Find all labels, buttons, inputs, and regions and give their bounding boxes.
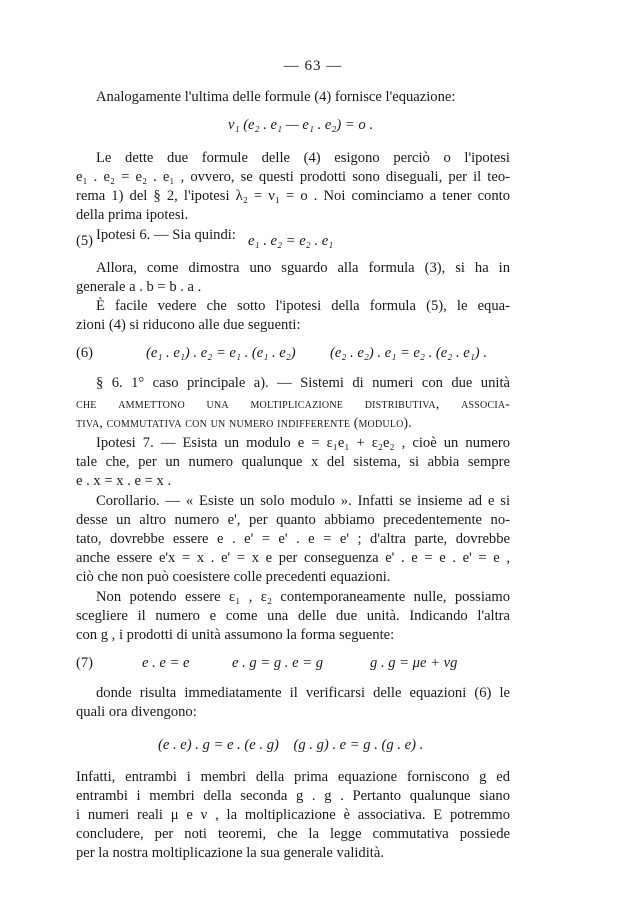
text-line: i numeri reali μ e ν , la moltiplicazione è associativa. E potremmo: [76, 807, 510, 823]
text-line: Non potendo essere ε₁ , ε₂ contemporaneamente nulle, possiamo: [96, 589, 510, 605]
text-line: generale a . b = b . a .: [76, 279, 202, 295]
text-line: desse un altro numero e', per quanto abbiamo precedentemente no-: [76, 512, 510, 528]
section-heading: § 6. 1° caso principale a). — Sistemi di numeri con due unità: [96, 375, 510, 391]
text-line: rema 1) del § 2, l'ipotesi λ₂ = ν₁ = o . Noi cominciamo a tener conto: [76, 188, 510, 204]
text-line: anche essere e'x = x . e' = x e per conseguenza e' . e = e . e' = e ,: [76, 550, 510, 566]
text-line: Infatti, entrambi i membri della prima equazione forniscono g ed: [76, 769, 510, 785]
equation-number: (6): [76, 345, 94, 361]
text-line: Le dette due formule delle (4) esigono perciò o l'ipotesi: [96, 150, 510, 166]
equation: ν₁ (e₂ . e₁ — e₁ . e₂) = o .: [228, 117, 374, 133]
text-line: Ipotesi 6. — Sia quindi:: [96, 227, 236, 243]
text-line: entrambi i membri della seconda g . g . Pertanto qualunque siano: [76, 788, 510, 804]
text-line: quali ora divengono:: [76, 704, 197, 720]
text-line: ciò che non può coesistere colle precedenti equazioni.: [76, 569, 391, 585]
text-line: e₁ . e₂ = e₂ . e₁ , ovvero, se questi prodotti sono diseguali, per il teo-: [76, 169, 510, 185]
text-line: Ipotesi 7. — Esista un modulo e = ε₁e₁ + ε₂e₂ , cioè un numero: [96, 435, 510, 451]
equation: (e . e) . g = e . (e . g) (g . g) . e = g . (g . e) .: [158, 737, 424, 753]
equation: g . g = μe + νg: [370, 655, 458, 671]
equation: e . g = g . e = g: [232, 655, 324, 671]
text-line: per la nostra moltiplicazione la sua generale validità.: [76, 845, 384, 861]
text-line: Corollario. — « Esiste un solo modulo ». Infatti se insieme ad e si: [96, 493, 510, 509]
text-line: zioni (4) si riducono alle due seguenti:: [76, 317, 301, 333]
text-line: È facile vedere che sotto l'ipotesi della formula (5), le equa-: [96, 298, 510, 314]
text-line: tato, dovrebbe essere e . e' = e' . e = e' ; d'altra parte, dovrebbe: [76, 531, 510, 547]
text-line: concludere, per noti teoremi, che la legge commutativa possiede: [76, 826, 510, 842]
equation-number: (7): [76, 655, 94, 671]
equation: e . e = e: [142, 655, 190, 671]
equation: (e₁ . e₁) . e₂ = e₁ . (e₁ . e₂): [146, 345, 296, 361]
equation: (e₂ . e₂) . e₁ = e₂ . (e₂ . e₁) .: [330, 345, 487, 361]
text-line: della prima ipotesi.: [76, 207, 189, 223]
text-line: Allora, come dimostra uno sguardo alla formula (3), si ha in: [96, 260, 510, 276]
text-line: tale che, per un numero qualunque x del sistema, si abbia sempre: [76, 454, 510, 470]
section-heading: tiva, commutativa con un numero indifferente (modulo).: [76, 415, 412, 430]
text-line: scegliere il numero e come una delle due unità. Indicando l'altra: [76, 608, 510, 624]
text-line: con g , i prodotti di unità assumono la forma seguente:: [76, 627, 395, 643]
page-number: — 63 —: [283, 58, 343, 74]
text-line: e . x = x . e = x .: [76, 473, 172, 489]
text-line: Analogamente l'ultima delle formule (4) fornisce l'equazione:: [96, 89, 456, 105]
text-line: donde risulta immediatamente il verificarsi delle equazioni (6) le: [96, 685, 510, 701]
equation-number: (5): [76, 233, 94, 249]
equation: e₁ . e₂ = e₂ . e₁: [248, 233, 334, 249]
section-heading: che ammettono una moltiplicazione distributiva, associa-: [76, 396, 510, 411]
